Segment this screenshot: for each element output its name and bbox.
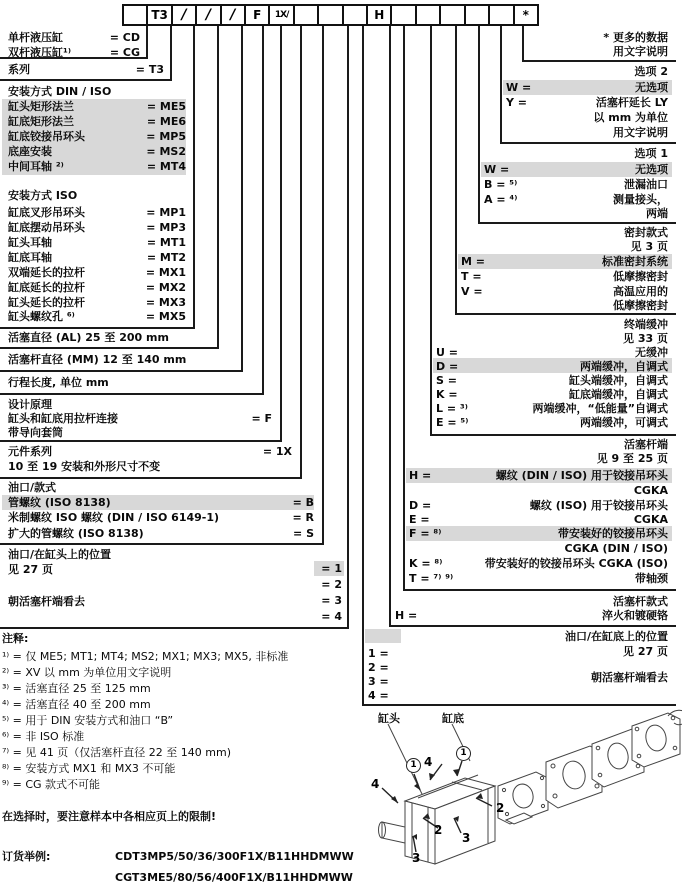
section-rule <box>0 393 264 395</box>
design-code: = F <box>251 412 272 425</box>
port-marker-3: 3 <box>462 831 471 845</box>
option2-desc: 活塞杆延长 LY <box>595 96 668 109</box>
mount-code: = MP1 <box>146 206 186 219</box>
mount-label: 缸底铰接吊环头 <box>8 130 85 143</box>
mount-code: = MT1 <box>146 236 186 249</box>
order-example-label: 订货举例: <box>2 850 51 863</box>
star-note: * 更多的数据 <box>603 31 668 44</box>
mount-label: 中间耳轴 ²⁾ <box>8 160 64 173</box>
series-label: 系列 <box>8 63 30 76</box>
section-rule <box>0 79 172 81</box>
option1-desc: 无选项 <box>635 163 668 176</box>
model-code-box-row <box>122 4 539 26</box>
section-rule <box>478 222 676 224</box>
note-item: ³⁾ = 活塞直径 25 至 125 mm <box>2 682 151 695</box>
code-box-rod-end <box>390 6 414 24</box>
code-box-option2 <box>488 6 512 24</box>
rod-end-desc: CGKA <box>633 484 668 497</box>
seal-code: V = <box>461 285 483 298</box>
seal-desc: 高温应用的 <box>613 285 668 298</box>
series1x-note: 10 至 19 安装和外形尺寸不变 <box>8 460 161 473</box>
mount-label: 缸底摆动吊环头 <box>8 221 85 234</box>
port-cap-code: 2 = <box>368 661 389 674</box>
port-style-header: 油口/款式 <box>8 481 57 494</box>
cushion-desc: 缸头端缓冲，自调式 <box>569 374 668 387</box>
port-style-code: = S <box>293 527 314 540</box>
mount-label: 缸头矩形法兰 <box>8 100 74 113</box>
mount-label: 缸底耳轴 <box>8 251 52 264</box>
restriction-note: 在选择时，要注意样本中各相应页上的限制! <box>2 810 217 823</box>
rod-end-code: K = ⁸⁾ <box>409 557 443 570</box>
option1-header: 选项 1 <box>634 147 668 160</box>
mount-code: = MT2 <box>146 251 186 264</box>
code-box-port-head <box>317 6 341 24</box>
rod-style-desc: 淬火和镀硬铬 <box>602 609 668 622</box>
cushion-code: S = <box>436 374 457 387</box>
connector-line <box>146 26 148 57</box>
rod-end-desc: 螺纹 (DIN / ISO) 用于铰接吊环头 <box>495 469 668 482</box>
port-style-code: = B <box>292 496 314 509</box>
cushion-desc: 两端缓冲，可调式 <box>580 416 668 429</box>
mount-label: 缸底延长的拉杆 <box>8 281 85 294</box>
rod-end-code: H = <box>409 469 432 482</box>
connector-line <box>322 26 324 543</box>
port-marker-2: 2 <box>434 823 443 837</box>
section-rule <box>0 627 349 629</box>
code-box-star: * <box>513 6 537 24</box>
code-box-series-1x: 1X/ <box>268 6 292 24</box>
rod-end-code: E = <box>409 513 430 526</box>
cylinder-type-code: = CD <box>109 31 140 44</box>
seal-desc: 低摩擦密封 <box>613 299 668 312</box>
port-marker-1-circled: 1 <box>456 746 471 761</box>
mount-code: = MX1 <box>145 266 186 279</box>
section-rule <box>0 347 219 349</box>
port-head-code: = 1 <box>321 562 342 575</box>
mount-label: 底座安装 <box>8 145 52 158</box>
piston-dia-label: 活塞直径 (AL) 25 至 200 mm <box>8 331 169 344</box>
connector-line <box>170 26 172 79</box>
port-head-note: 见 27 页 <box>8 563 53 576</box>
cushion-code: K = <box>436 388 458 401</box>
code-box-type <box>124 6 146 24</box>
mount-label: 缸头螺纹孔 ⁶⁾ <box>8 310 75 323</box>
port-head-code: = 2 <box>321 578 342 591</box>
note-item: ⁷⁾ = 见 41 页（仅活塞杆直径 22 至 140 mm) <box>2 746 232 759</box>
port-cap-code: 1 = <box>368 647 389 660</box>
cushion-code: E = ⁵⁾ <box>436 416 469 429</box>
code-box-cushion <box>415 6 439 24</box>
mount-code: = MX3 <box>145 296 186 309</box>
cylinder-type-label: 单杆液压缸 <box>8 31 63 44</box>
option1-code: B = ⁵⁾ <box>484 178 518 191</box>
seals-header: 密封款式 <box>624 226 668 239</box>
option2-desc: 无选项 <box>635 81 668 94</box>
option2-code: W = <box>506 81 532 94</box>
port-cap-code: 4 = <box>368 689 389 702</box>
section-rule <box>430 434 676 436</box>
port-head-header: 油口/在缸头上的位置 <box>8 548 112 561</box>
connector-line <box>241 26 243 370</box>
section-rule <box>0 440 282 442</box>
cushion-code: U = <box>436 346 458 359</box>
mount-code: = MS2 <box>146 145 186 158</box>
code-box-port-cap <box>342 6 366 24</box>
port-marker-3: 3 <box>412 851 421 865</box>
note-item: ⁶⁾ = 非 ISO 标准 <box>2 730 85 743</box>
note-item: ⁵⁾ = 用于 DIN 安装方式和油口 “B” <box>2 714 174 727</box>
order-example-code: CGT3ME5/80/56/400F1X/B11HHDMWW <box>115 871 353 884</box>
order-example-code: CDT3MP5/50/36/300F1X/B11HHDMWW <box>115 850 354 863</box>
code-box-series: T3 <box>146 6 170 24</box>
code-box-port-style <box>293 6 317 24</box>
cylinder-illustration <box>360 706 682 884</box>
code-box-design: F <box>244 6 268 24</box>
cushion-desc: 两端缓冲，自调式 <box>580 360 668 373</box>
mount-label: 缸底叉形吊环头 <box>8 206 85 219</box>
mount-din-header: 安装方式 DIN / ISO <box>8 85 112 98</box>
rod-end-code: F = ⁸⁾ <box>409 527 442 540</box>
rod-end-note: 见 9 至 25 页 <box>596 452 668 465</box>
port-style-label: 管螺纹 (ISO 8138) <box>8 496 111 509</box>
rod-end-code: T = ⁷⁾ ⁹⁾ <box>409 572 454 585</box>
connector-line <box>300 26 302 477</box>
rod-end-code: D = <box>409 499 432 512</box>
cushion-note: 见 33 页 <box>623 332 668 345</box>
port-head-code: = 4 <box>321 610 342 623</box>
code-box-piston-dia: / <box>195 6 219 24</box>
seal-desc: 低摩擦密封 <box>613 270 668 283</box>
port-marker-1-circled: 1 <box>406 758 421 773</box>
port-head-view-note: 朝活塞杆端看去 <box>8 595 85 608</box>
port-head-code: = 3 <box>321 594 342 607</box>
rod-end-desc: 带安装好的铰接吊环头 CGKA (ISO) <box>484 557 668 570</box>
port-cap-view-note: 朝活塞杆端看去 <box>591 671 668 684</box>
cushion-desc: 缸底端缓冲，自调式 <box>569 388 668 401</box>
mount-code: = MX5 <box>145 310 186 323</box>
rod-end-desc: 螺纹 (ISO) 用于铰接吊环头 <box>529 499 668 512</box>
port-cap-header: 油口/在缸底上的位置 <box>564 630 668 643</box>
design-header: 设计原理 <box>8 398 52 411</box>
series1x-code: = 1X <box>262 445 292 458</box>
mount-code: = MP3 <box>146 221 186 234</box>
port-marker-4: 4 <box>371 777 380 791</box>
cushion-desc: 两端缓冲，“低能量”自调式 <box>532 402 668 415</box>
option2-desc: 以 mm 为单位 <box>593 111 668 124</box>
code-box-mount: / <box>171 6 195 24</box>
cushion-desc: 无缓冲 <box>635 346 668 359</box>
series-code: = T3 <box>135 63 164 76</box>
port-style-label: 扩大的管螺纹 (ISO 8138) <box>8 527 144 540</box>
section-rule <box>0 327 195 329</box>
cylinder-type-label: 双杆液压缸¹⁾ <box>8 46 71 59</box>
mount-label: 缸底矩形法兰 <box>8 115 74 128</box>
mount-code: = ME5 <box>146 100 186 113</box>
rod-end-header: 活塞杆端 <box>624 438 668 451</box>
option1-desc: 两端 <box>646 207 668 220</box>
section-rule <box>389 625 676 627</box>
mount-label: 缸头延长的拉杆 <box>8 296 85 309</box>
rod-dia-label: 活塞杆直径 (MM) 12 至 140 mm <box>8 353 187 366</box>
cylinder-head-label: 缸头 <box>378 712 400 725</box>
cylinder-type-code: = CG <box>109 46 140 59</box>
rod-end-desc: CGKA <box>633 513 668 526</box>
seal-code: T = <box>461 270 482 283</box>
rod-end-desc: 带轴颈 <box>635 572 668 585</box>
section-rule <box>455 313 676 315</box>
code-box-rod-style: H <box>366 6 390 24</box>
seals-note: 见 3 页 <box>630 240 668 253</box>
section-rule <box>403 589 676 591</box>
connector-line <box>280 26 282 440</box>
mount-iso-header: 安装方式 ISO <box>8 189 78 202</box>
mount-code: = MT4 <box>146 160 186 173</box>
option1-code: A = ⁴⁾ <box>484 193 518 206</box>
cushion-header: 终端缓冲 <box>624 318 668 331</box>
note-item: ⁸⁾ = 安装方式 MX1 和 MX3 不可能 <box>2 762 176 775</box>
rod-style-code: H = <box>395 609 418 622</box>
port-cap-code: 3 = <box>368 675 389 688</box>
cylinder-cap-label: 缸底 <box>442 712 464 725</box>
connector-line <box>262 26 264 393</box>
port-marker-2: 2 <box>496 801 505 815</box>
series1x-label: 元件系列 <box>8 445 52 458</box>
option2-desc: 用文字说明 <box>613 126 668 139</box>
option1-desc: 泄漏油口 <box>624 178 668 191</box>
seal-desc: 标准密封系统 <box>602 255 668 268</box>
rod-end-desc: 带安装好的铰接吊环头 <box>558 527 668 540</box>
mount-code: = MP5 <box>146 130 186 143</box>
section-rule <box>522 60 676 62</box>
rod-end-desc: CGKA (DIN / ISO) <box>564 542 668 555</box>
option2-code: Y = <box>506 96 528 109</box>
cushion-code: L = ³⁾ <box>436 402 468 415</box>
connector-line <box>217 26 219 347</box>
code-box-option1 <box>464 6 488 24</box>
port-style-code: = R <box>292 511 314 524</box>
star-note: 用文字说明 <box>613 45 668 58</box>
connector-line <box>193 26 195 327</box>
option1-desc: 测量接头， <box>613 193 668 206</box>
section-rule <box>500 142 676 144</box>
mount-code: = MX2 <box>145 281 186 294</box>
design-label2: 带导向套筒 <box>8 426 63 439</box>
option2-header: 选项 2 <box>634 65 668 78</box>
mount-label: 双端延长的拉杆 <box>8 266 85 279</box>
port-marker-4: 4 <box>424 755 433 769</box>
stroke-label: 行程长度, 单位 mm <box>8 376 109 389</box>
mount-code: = ME6 <box>146 115 186 128</box>
code-box-seals <box>439 6 463 24</box>
section-rule <box>0 543 324 545</box>
mount-label: 缸头耳轴 <box>8 236 52 249</box>
port-cap-note: 见 27 页 <box>623 645 668 658</box>
notes-title: 注释: <box>2 632 29 645</box>
design-label: 缸头和缸底用拉杆连接 <box>8 412 118 425</box>
rod-style-header: 活塞杆款式 <box>613 595 668 608</box>
section-rule <box>0 477 302 479</box>
section-rule <box>0 370 243 372</box>
note-item: ⁹⁾ = CG 款式不可能 <box>2 778 101 791</box>
seal-code: M = <box>461 255 485 268</box>
note-item: ¹⁾ = 仅 ME5; MT1; MT4; MS2; MX1; MX3; MX5, 非标准 <box>2 650 289 663</box>
code-box-rod-dia: / <box>220 6 244 24</box>
note-item: ²⁾ = XV 以 mm 为单位用文字说明 <box>2 666 172 679</box>
option1-code: W = <box>484 163 510 176</box>
note-item: ⁴⁾ = 活塞直径 40 至 200 mm <box>2 698 151 711</box>
port-style-label: 米制螺纹 ISO 螺纹 (DIN / ISO 6149-1) <box>8 511 220 524</box>
cushion-code: D = <box>436 360 459 373</box>
